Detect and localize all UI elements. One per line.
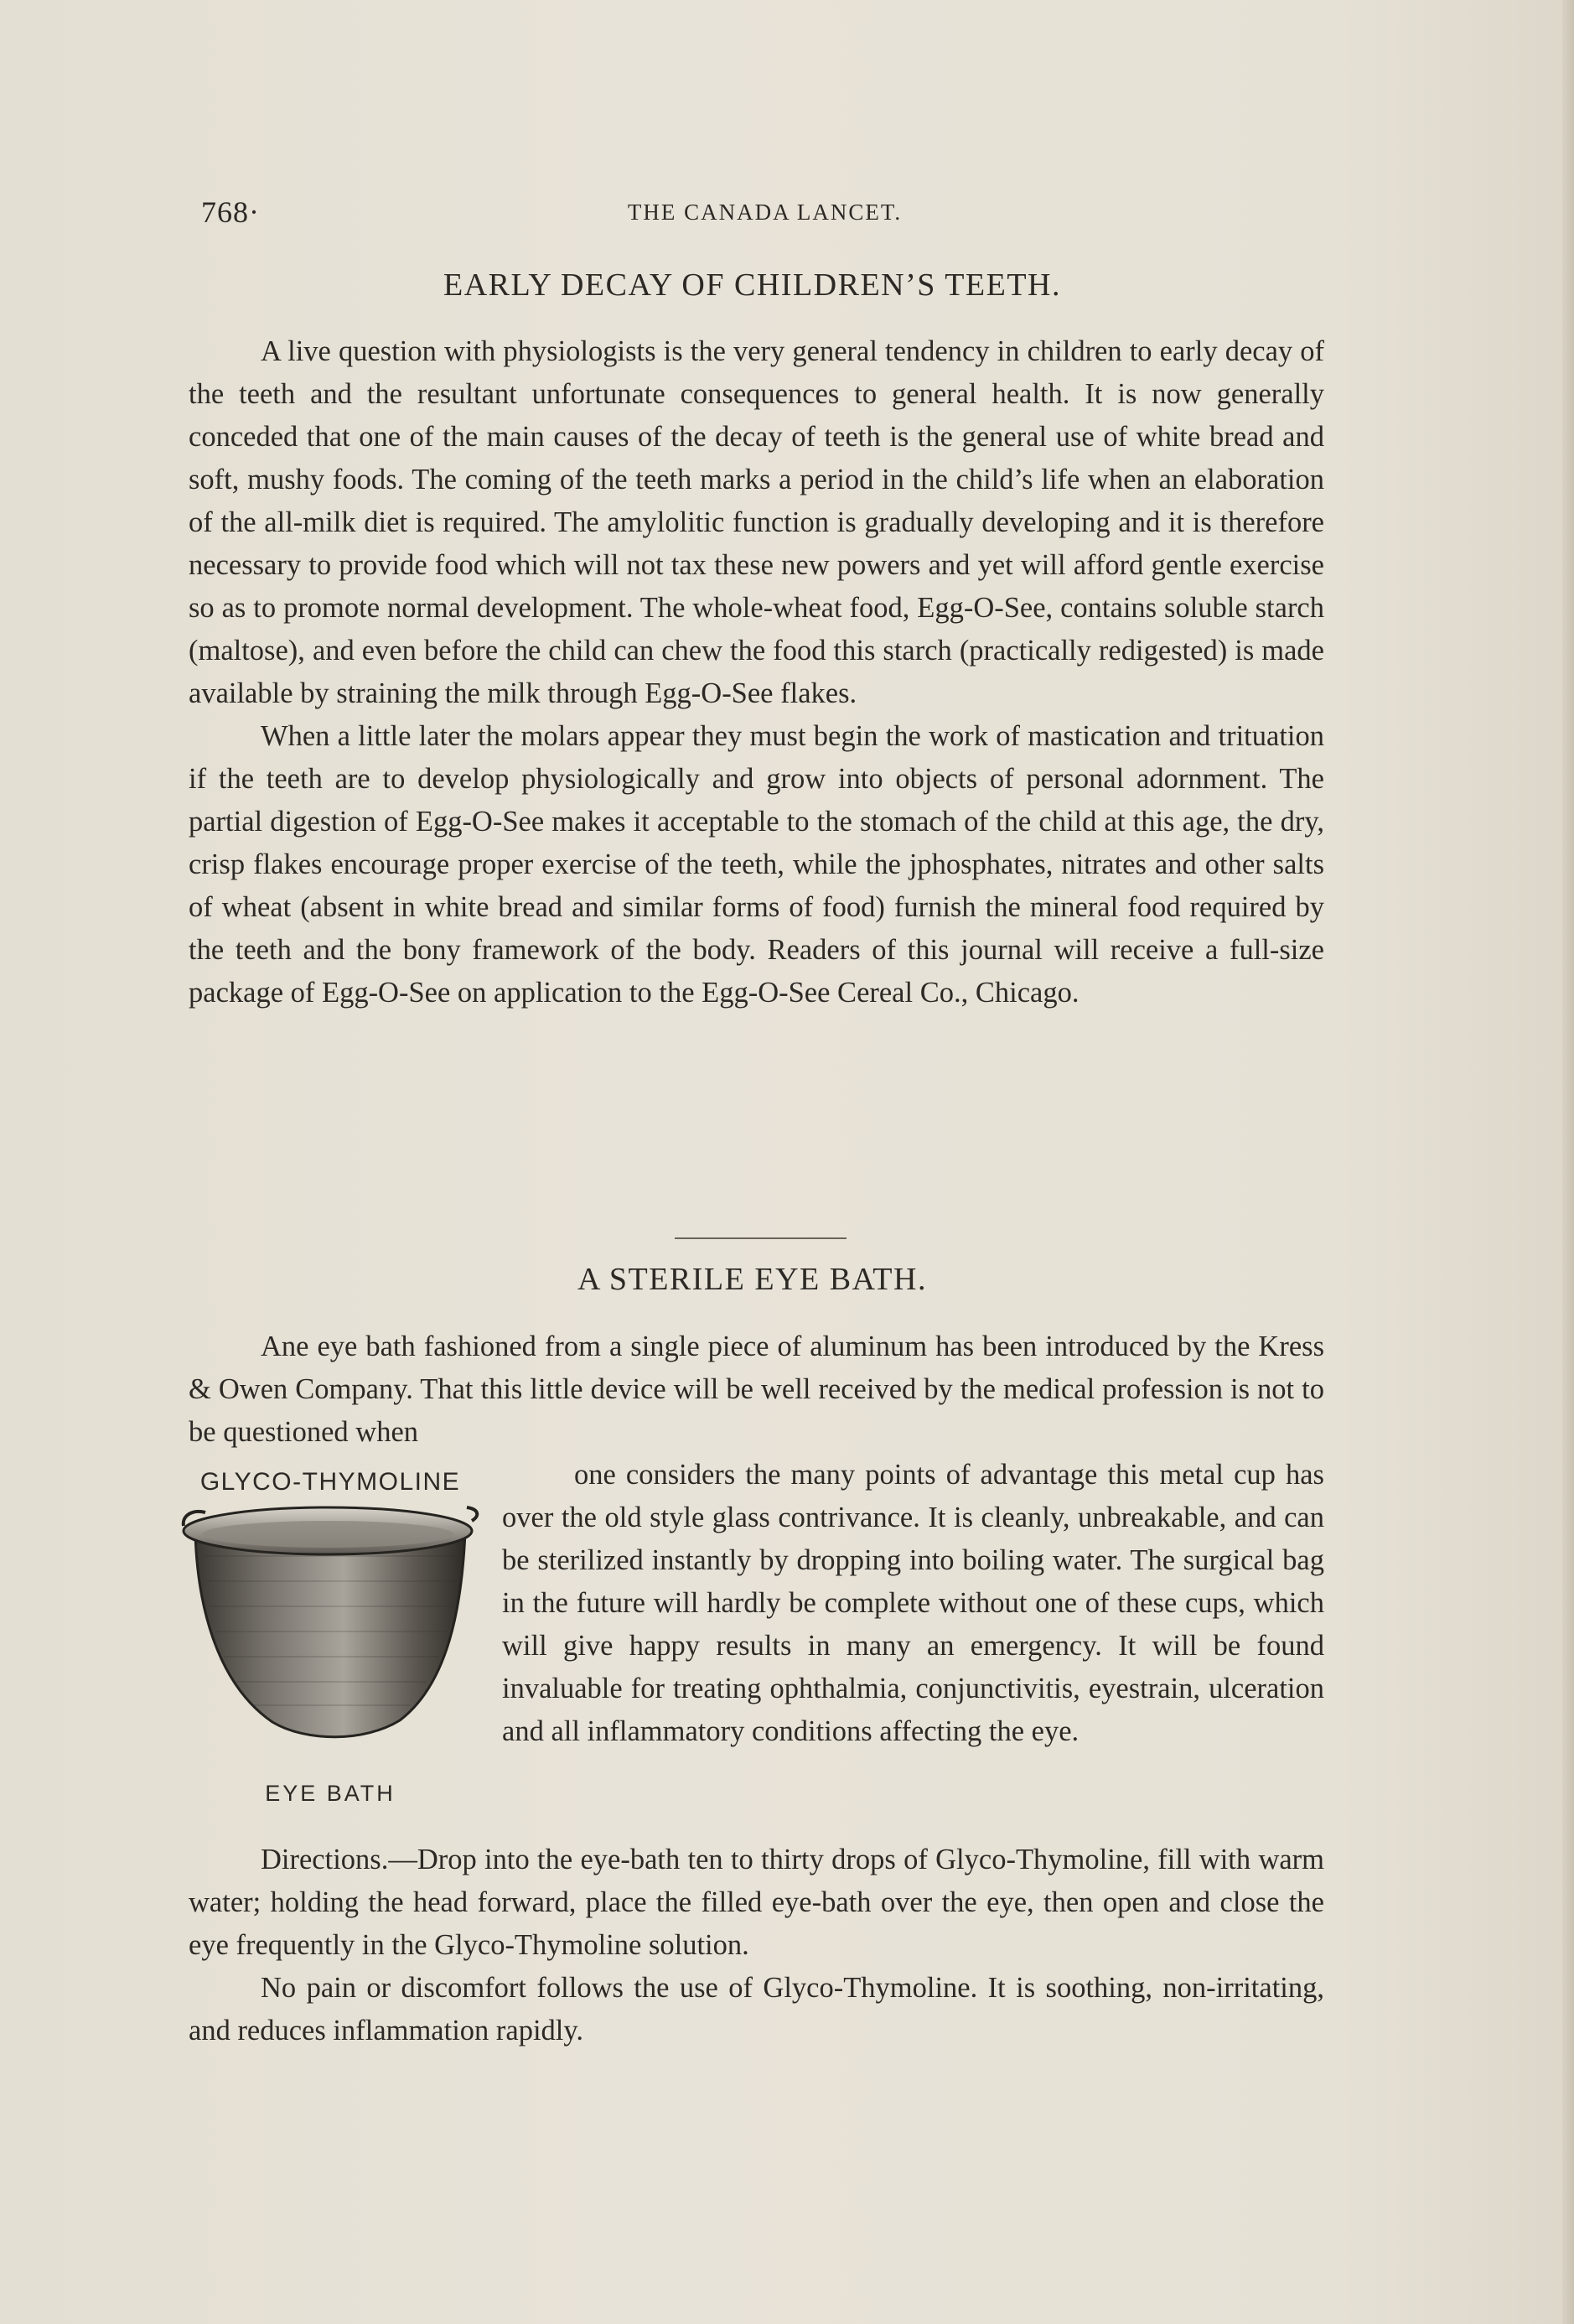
article-title-eye-bath: A STERILE EYE BATH. — [577, 1262, 927, 1297]
paragraph-text: Ane eye bath fashioned from a single piece of aluminum has been introduced by the Kress & Owen Company. That this little device will be well received by the medical profession is not to be questioned when — [189, 1331, 1324, 1448]
paragraph: A live question with physiologists is the very general tendency in children to early decay of the teeth and the resultant unfortunate consequences to general health. It is now generally conceded that one of the main causes of the decay of teeth is the general use of white bread and soft, mushy foods. The coming of the teeth marks a period in the child’s life when an elaboration of the all-milk diet is required. The amylolitic function is gradually developing and it is therefore necessary to provide food which will not tax these new powers and yet will afford gentle exercise so as to promote normal development. The whole-wheat food, Egg-O-See, contains soluble starch (maltose), and even before the child can chew the food this starch (practically redigested) is made available by straining the milk through Egg-O-See flakes. — [189, 335, 1324, 709]
paragraph-text: one considers the many points of advantage this metal cup has over the old style glass contrivance. It is cleanly, unbreakable, and can be sterilized instantly by dropping into boiling water. The surgical bag in the future will hardly be complete without one of these cups, which will give happy results in many an emergency. It will be found invaluable for treating ophthalmia, conjunctivitis, eyestrain, ulceration and all inflammatory conditions affecting the eye. — [502, 1459, 1324, 1747]
page-header — [201, 195, 1328, 236]
paragraph: When a little later the molars appear they must begin the work of mastication and trituation if the teeth are to develop physiologically and grow into objects of personal adornment. The partial digestion of Egg-O-See makes it acceptable to the stomach of the child at this age, the dry, crisp flakes encourage proper exercise of the teeth, while the jphosphates, nitrates and other salts of wheat (absent in white bread and similar forms of food) furnish the mineral food required by the teeth and the bony framework of the body. Readers of this journal will receive a full-size package of Egg-O-See on application to the Egg-O-See Cereal Co., Chicago. — [189, 720, 1324, 1009]
page-number: 768· — [201, 195, 260, 229]
article-body-eye-bath — [189, 1325, 1324, 1454]
figure-label-caption: EYE BATH — [265, 1781, 396, 1806]
paragraph — [189, 1325, 1324, 1454]
paragraph: Directions.—Drop into the eye-bath ten to thirty drops of Glyco-Thymoline, fill with warm water; holding the head forward, place the filled eye-bath over the eye, then open and close the eye frequently in the Glyco-Thymoline solution. — [189, 1844, 1324, 1961]
figure-label-brand: GLYCO-THYMOLINE — [199, 1468, 461, 1496]
running-head: THE CANADA LANCET. — [627, 200, 903, 225]
article-body-eye-bath-rest — [189, 1839, 1324, 2052]
paragraph: No pain or discomfort follows the use of Glyco-Thymoline. It is soothing, non-irritating, and reduces inflammation rapidly. — [189, 1972, 1324, 2046]
figure-wrap — [189, 1454, 1324, 1806]
page-edge — [1562, 0, 1574, 2324]
eye-bath-figure — [180, 1454, 480, 1806]
eye-bath-cup-icon — [180, 1506, 480, 1766]
section-divider — [675, 1237, 847, 1239]
article-title-teeth: EARLY DECAY OF CHILDREN’S TEETH. — [443, 267, 1061, 303]
article-body-teeth — [189, 330, 1324, 1014]
